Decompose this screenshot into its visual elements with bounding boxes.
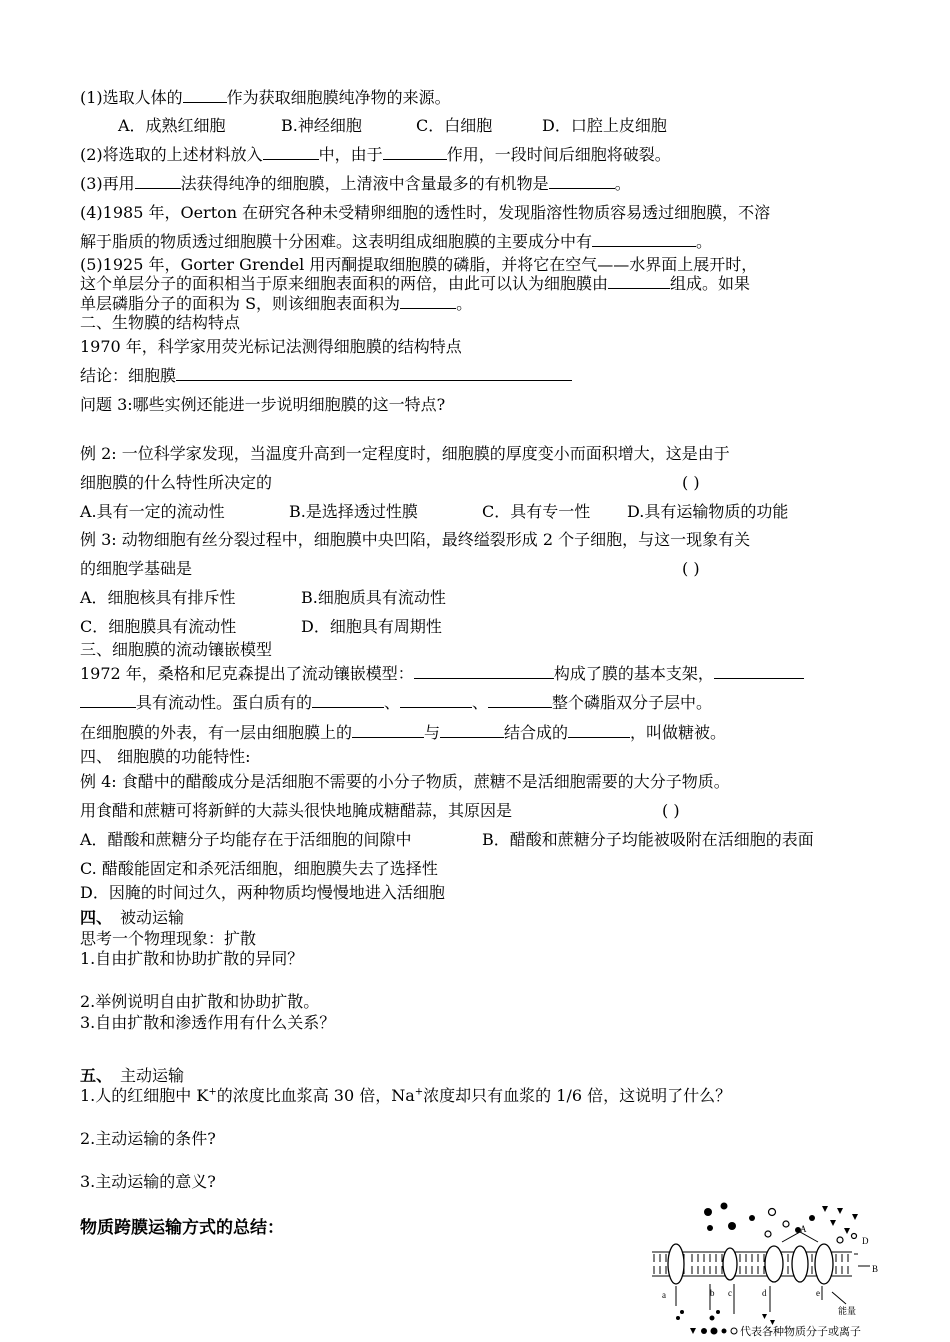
question-5-text-end: 。 bbox=[456, 294, 473, 313]
section-2-conclusion bbox=[80, 366, 572, 386]
question-text-end: 浓度却只有血浆的 1/6 倍，这说明了什么？ bbox=[423, 1086, 732, 1105]
legend-symbols bbox=[690, 1328, 737, 1335]
option-c: C. 醋酸能固定和杀死活细胞，细胞膜失去了选择性 bbox=[80, 859, 438, 878]
question-4-line-1: (4)1985 年，Oerton 在研究各种未受精卵细胞的透性时，发现脂溶性物质容易透过细胞膜，不溶 bbox=[80, 203, 771, 222]
option-c: C．白细胞 bbox=[416, 116, 493, 135]
answer-paren[interactable]: ( ) bbox=[682, 559, 700, 578]
section-3-line-2 bbox=[80, 693, 712, 713]
question-5-line-2 bbox=[80, 274, 750, 294]
section-3-text-2-end: 整个磷脂双分子层中。 bbox=[552, 693, 713, 712]
answer-blank[interactable] bbox=[80, 693, 136, 708]
answer-blank[interactable] bbox=[568, 723, 630, 738]
label-b: B bbox=[872, 1264, 879, 1274]
section-3-line-1 bbox=[80, 664, 804, 684]
question-1-options bbox=[118, 116, 667, 136]
answer-blank[interactable] bbox=[714, 664, 804, 679]
answer-blank[interactable] bbox=[135, 174, 181, 189]
answer-blank[interactable] bbox=[352, 723, 424, 738]
question-2-text: (2)将选取的上述材料放入 bbox=[80, 145, 263, 164]
membrane-transport-diagram bbox=[652, 1200, 884, 1342]
option-c: C．具有专一性 bbox=[482, 502, 591, 521]
label-e: e bbox=[816, 1288, 820, 1298]
question-1-text-end: 作为获取细胞膜纯净物的来源。 bbox=[226, 88, 451, 107]
answer-blank[interactable] bbox=[312, 693, 384, 708]
section-3-text-3-mid: 与 bbox=[424, 723, 441, 742]
section-2-title: 二、生物膜的结构特点 bbox=[80, 313, 241, 332]
answer-paren[interactable]: ( ) bbox=[682, 473, 700, 492]
section-3-text-2: 具有流动性。蛋白质有的 bbox=[136, 693, 313, 712]
conclusion-label: 结论：细胞膜 bbox=[80, 366, 177, 385]
summary-title: 物质跨膜运输方式的总结： bbox=[80, 1218, 284, 1238]
separator: 、 bbox=[472, 693, 489, 712]
option-a: A．醋酸和蔗糖分子均能存在于活细胞的间隙中 bbox=[80, 830, 412, 849]
question-3 bbox=[80, 174, 631, 194]
answer-blank[interactable] bbox=[488, 693, 552, 708]
answer-blank[interactable] bbox=[400, 693, 472, 708]
option-d: D．口腔上皮细胞 bbox=[542, 116, 667, 135]
answer-blank[interactable] bbox=[440, 723, 504, 738]
question-1 bbox=[80, 88, 451, 108]
energy-label: 能量 bbox=[838, 1306, 857, 1316]
label-c: c bbox=[728, 1288, 732, 1298]
section-number: 四、 bbox=[80, 908, 113, 927]
example-3-options-row-2 bbox=[80, 617, 442, 637]
option-d: D．因腌的时间过久，两种物质均慢慢地进入活细胞 bbox=[80, 883, 445, 902]
question-1-text: (1)选取人体的 bbox=[80, 88, 183, 107]
passive-question-3: 3.自由扩散和渗透作用有什么关系？ bbox=[80, 1013, 336, 1032]
option-a: A．成熟红细胞 bbox=[118, 116, 226, 135]
question-5-text-2: 单层磷脂分子的面积为 S，则该细胞表面积为 bbox=[80, 294, 401, 313]
answer-blank[interactable] bbox=[176, 366, 572, 381]
section-3-text-3: 在细胞膜的外表，有一层由细胞膜上的 bbox=[80, 723, 353, 742]
example-4-line-2: 用食醋和蔗糖可将新鲜的大蒜头很快地腌成糖醋蒜，其原因是 bbox=[80, 801, 513, 820]
example-3-line-1: 例 3: 动物细胞有丝分裂过程中，细胞膜中央凹陷，最终缢裂形成 2 个子细胞，与这一现象有关 bbox=[80, 530, 751, 549]
answer-blank[interactable] bbox=[183, 88, 227, 103]
label-d-lower: d bbox=[762, 1288, 767, 1298]
question-2-text-mid: 中，由于 bbox=[318, 145, 383, 164]
label-a-upper: A bbox=[800, 1224, 807, 1234]
option-d: D.具有运输物质的功能 bbox=[627, 502, 789, 521]
option-d: D．细胞具有周期性 bbox=[301, 617, 442, 636]
separator: 、 bbox=[384, 693, 401, 712]
section-3-title: 三、细胞膜的流动镶嵌模型 bbox=[80, 640, 273, 659]
section-active-title bbox=[80, 1066, 184, 1086]
example-2-line-2: 细胞膜的什么特性所决定的 bbox=[80, 473, 273, 492]
question-4-text: 解于脂质的物质透过细胞膜十分困难。这表明组成细胞膜的主要成分中有 bbox=[80, 232, 593, 251]
answer-blank[interactable] bbox=[592, 232, 696, 247]
passive-question-1: 1.自由扩散和协助扩散的异同？ bbox=[80, 949, 304, 968]
question-5-line-3 bbox=[80, 294, 472, 314]
section-4-title: 四、 细胞膜的功能特性: bbox=[80, 747, 251, 766]
question-5-text-mid: 组成。如果 bbox=[670, 274, 751, 293]
question-text: 1.人的红细胞中 K bbox=[80, 1086, 209, 1105]
section-3-line-3 bbox=[80, 723, 726, 743]
section-3-text: 1972 年，桑格和尼克森提出了流动镶嵌模型： bbox=[80, 664, 414, 683]
section-3-text-3-mid2: 结合成的 bbox=[504, 723, 569, 742]
label-a-lower: a bbox=[662, 1290, 666, 1300]
section-title-text: 主动运输 bbox=[120, 1066, 185, 1085]
question-4-text-end: 。 bbox=[696, 232, 713, 251]
answer-blank[interactable] bbox=[549, 174, 615, 189]
label-d: D bbox=[862, 1236, 869, 1246]
answer-blank[interactable] bbox=[383, 145, 447, 160]
answer-blank[interactable] bbox=[414, 664, 554, 679]
question-2-text-end: 作用，一段时间后细胞将破裂。 bbox=[446, 145, 671, 164]
option-b: B.是选择透过性膜 bbox=[289, 502, 418, 521]
superscript: + bbox=[414, 1086, 424, 1098]
section-3-text-3-end: ，叫做糖被。 bbox=[630, 723, 727, 742]
example-3-line-2: 的细胞学基础是 bbox=[80, 559, 193, 578]
passive-question-2: 2.举例说明自由扩散和协助扩散。 bbox=[80, 992, 320, 1011]
example-2-line-1: 例 2: 一位科学家发现，当温度升高到一定程度时，细胞膜的厚度变小而面积增大，这是由于 bbox=[80, 444, 730, 463]
section-title-text: 被动运输 bbox=[120, 908, 185, 927]
example-4-line-1: 例 4: 食醋中的醋酸成分是活细胞不需要的小分子物质，蔗糖不是活细胞需要的大分子物质。 bbox=[80, 772, 730, 791]
example-3-options-row-1 bbox=[80, 588, 446, 608]
think-prompt: 思考一个物理现象：扩散 bbox=[80, 929, 257, 948]
legend-text: 代表各种物质分子或离子 bbox=[740, 1326, 861, 1338]
option-a: A．细胞核具有排斥性 bbox=[80, 588, 236, 607]
option-a: A.具有一定的流动性 bbox=[80, 502, 225, 521]
section-number: 五、 bbox=[80, 1066, 113, 1085]
answer-paren[interactable]: ( ) bbox=[662, 801, 680, 820]
example-2-options bbox=[80, 502, 788, 522]
option-c: C．细胞膜具有流动性 bbox=[80, 617, 237, 636]
answer-blank[interactable] bbox=[400, 294, 456, 309]
option-b: B.神经细胞 bbox=[281, 116, 362, 135]
question-5-line-1: (5)1925 年，Gorter Grendel 用丙酮提取细胞膜的磷脂，并将它在空气——水界面上展开时， bbox=[80, 255, 758, 274]
question-2 bbox=[80, 145, 671, 165]
answer-blank[interactable] bbox=[263, 145, 319, 160]
question-3-text-mid: 法获得纯净的细胞膜，上清液中含量最多的有机物是 bbox=[180, 174, 549, 193]
example-4-options-ab bbox=[80, 830, 814, 850]
active-question-2: 2.主动运输的条件? bbox=[80, 1129, 216, 1148]
superscript: + bbox=[208, 1086, 217, 1098]
question-3-text-end: 。 bbox=[614, 174, 631, 193]
section-3-text-mid: 构成了膜的基本支架， bbox=[553, 664, 714, 683]
option-b: B.细胞质具有流动性 bbox=[301, 588, 446, 607]
label-b-lower: b bbox=[710, 1288, 715, 1298]
question-4-line-2 bbox=[80, 232, 712, 252]
question-text-mid: 的浓度比血浆高 30 倍，Na bbox=[216, 1086, 415, 1105]
section-2-intro: 1970 年，科学家用荧光标记法测得细胞膜的结构特点 bbox=[80, 337, 462, 356]
problem-3: 问题 3:哪些实例还能进一步说明细胞膜的这一特点? bbox=[80, 395, 446, 414]
answer-blank[interactable] bbox=[608, 274, 670, 289]
option-b: B．醋酸和蔗糖分子均能被吸附在活细胞的表面 bbox=[482, 830, 814, 849]
question-5-text: 这个单层分子的面积相当于原来细胞表面积的两倍，由此可以认为细胞膜由 bbox=[80, 274, 609, 293]
active-question-3: 3.主动运输的意义? bbox=[80, 1172, 216, 1191]
active-question-1 bbox=[80, 1086, 731, 1106]
question-3-text: (3)再用 bbox=[80, 174, 135, 193]
section-passive-title bbox=[80, 908, 184, 928]
